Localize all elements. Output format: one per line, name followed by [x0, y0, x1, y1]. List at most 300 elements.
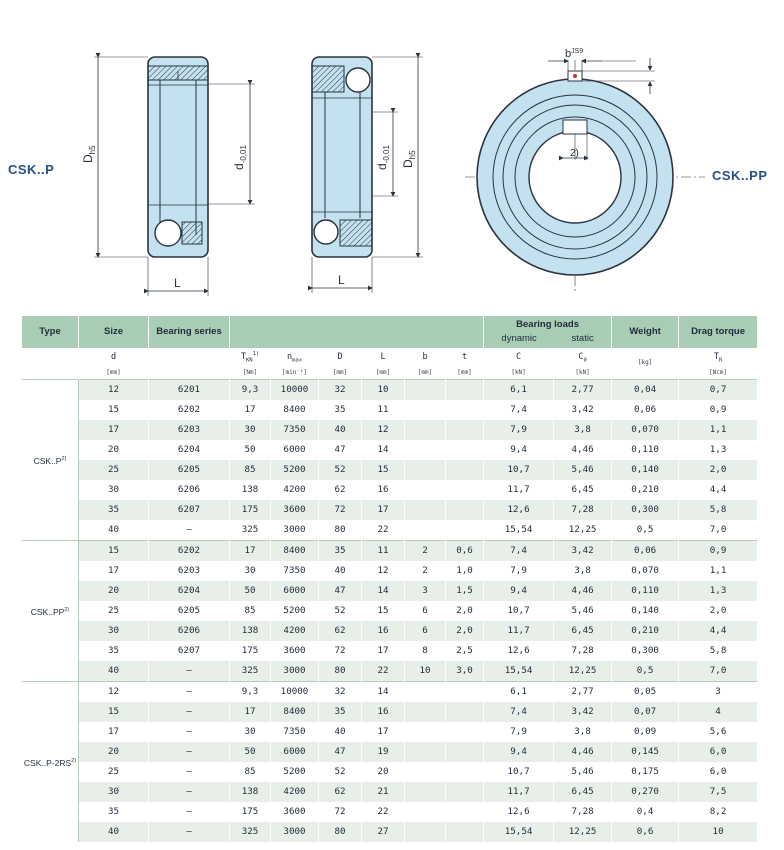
table-cell: 9,3: [230, 681, 271, 702]
table-cell: 10: [405, 661, 446, 682]
table-row: [22, 400, 758, 420]
table-cell: –: [149, 661, 230, 682]
table-cell: 0,110: [612, 581, 679, 601]
table-cell: 6206: [149, 480, 230, 500]
table-cell: 30: [79, 480, 149, 500]
table-cell: –: [149, 702, 230, 722]
table-cell: 6,1: [484, 681, 554, 702]
unit-cell: $T_R$ [Ncm]: [679, 348, 758, 379]
dim-b-label: $b^{JS9}$: [565, 48, 584, 60]
table-cell: 15,54: [484, 520, 554, 541]
table-cell: [446, 440, 484, 460]
table-cell: 2,77: [554, 379, 612, 400]
table-cell: 6201: [149, 379, 230, 400]
table-cell: 52: [319, 601, 362, 621]
table-cell: 10,7: [484, 601, 554, 621]
table-cell: 325: [230, 661, 271, 682]
table-cell: 1,1: [679, 420, 758, 440]
table-cell: 11: [362, 400, 405, 420]
table-cell: –: [149, 782, 230, 802]
table-cell: 40: [79, 661, 149, 682]
header-type: Type: [22, 316, 79, 348]
table-cell: [446, 400, 484, 420]
unit-cell: d [mm]: [79, 348, 149, 379]
table-cell: 12,6: [484, 641, 554, 661]
table-cell: 4,4: [679, 480, 758, 500]
table-cell: 40: [79, 520, 149, 541]
table-cell: 17: [79, 420, 149, 440]
table-cell: 1,0: [446, 561, 484, 581]
table-cell: 47: [319, 581, 362, 601]
table-cell: 10,7: [484, 460, 554, 480]
table-cell: 7,28: [554, 802, 612, 822]
table-cell: 25: [79, 762, 149, 782]
table-cell: 12,25: [554, 822, 612, 842]
unit-cell: $C_0$ [kN]: [554, 348, 612, 379]
table-row: [22, 681, 758, 702]
table-cell: –: [149, 681, 230, 702]
table-cell: [405, 722, 446, 742]
table-cell: 6: [405, 601, 446, 621]
table-cell: 15: [362, 601, 405, 621]
table-cell: 1,5: [446, 581, 484, 601]
unit-cell: C [kN]: [484, 348, 554, 379]
table-row: [22, 702, 758, 722]
table-cell: 0,06: [612, 400, 679, 420]
header-blank: [230, 316, 484, 348]
table-cell: 4200: [271, 782, 319, 802]
table-cell: [446, 762, 484, 782]
table-cell: 4: [679, 702, 758, 722]
dim-d-label: $d_{-0,01}$: [232, 145, 248, 170]
table-cell: 17: [230, 702, 271, 722]
table-cell: 6,0: [679, 762, 758, 782]
table-cell: 3600: [271, 500, 319, 520]
table-cell: 35: [79, 500, 149, 520]
table-cell: [446, 722, 484, 742]
dim-D-label: $D_{h5}$: [81, 145, 97, 163]
table-cell: 12,6: [484, 802, 554, 822]
table-cell: [446, 460, 484, 480]
table-cell: 15: [79, 400, 149, 420]
table-cell: 4200: [271, 480, 319, 500]
table-cell: 11,7: [484, 782, 554, 802]
table-cell: 62: [319, 782, 362, 802]
table-cell: 14: [362, 581, 405, 601]
table-cell: 27: [362, 822, 405, 842]
table-cell: [446, 702, 484, 722]
table-cell: 7350: [271, 561, 319, 581]
table-cell: 52: [319, 460, 362, 480]
table-cell: 0,6: [446, 540, 484, 561]
table-row: [22, 379, 758, 400]
table-cell: 20: [79, 742, 149, 762]
table-cell: [446, 420, 484, 440]
table-cell: 138: [230, 480, 271, 500]
table-cell: 7,0: [679, 520, 758, 541]
table-cell: 6,0: [679, 742, 758, 762]
table-cell: 138: [230, 782, 271, 802]
table-cell: [405, 822, 446, 842]
table-cell: 47: [319, 440, 362, 460]
table-cell: 0,06: [612, 540, 679, 561]
table-cell: 10: [362, 379, 405, 400]
table-cell: 325: [230, 520, 271, 541]
table-cell: 7350: [271, 722, 319, 742]
table-cell: 6,45: [554, 782, 612, 802]
table-cell: 15: [362, 460, 405, 480]
table-cell: 16: [362, 702, 405, 722]
table-cell: 0,300: [612, 641, 679, 661]
table-cell: 16: [362, 480, 405, 500]
table-cell: 30: [230, 420, 271, 440]
table-cell: [405, 681, 446, 702]
table-cell: 72: [319, 802, 362, 822]
table-cell: 12: [362, 561, 405, 581]
table-cell: 62: [319, 621, 362, 641]
table-cell: 7,9: [484, 722, 554, 742]
table-cell: [446, 822, 484, 842]
dim-L-label-pp: L: [338, 273, 345, 287]
table-cell: [405, 742, 446, 762]
table-row: [22, 460, 758, 480]
dim-d-label-pp: $d_{-0,01}$: [375, 145, 391, 170]
table-cell: 6,45: [554, 621, 612, 641]
table-cell: 11,7: [484, 621, 554, 641]
table-cell: [405, 762, 446, 782]
table-cell: 0,7: [679, 379, 758, 400]
table-cell: 6,1: [484, 379, 554, 400]
table-cell: 17: [362, 641, 405, 661]
table-cell: 0,110: [612, 440, 679, 460]
type-cell: CSK..P-2RS$^{2)}$: [22, 681, 79, 842]
table-cell: 2,0: [446, 601, 484, 621]
table-cell: 12: [362, 420, 405, 440]
table-cell: 7,4: [484, 540, 554, 561]
table-cell: 4,46: [554, 742, 612, 762]
table-cell: 6204: [149, 440, 230, 460]
table-cell: [446, 379, 484, 400]
table-cell: 0,300: [612, 500, 679, 520]
table-cell: 6204: [149, 581, 230, 601]
table-row: [22, 581, 758, 601]
table-cell: 15,54: [484, 661, 554, 682]
table-cell: 35: [79, 802, 149, 822]
table-cell: 9,3: [230, 379, 271, 400]
table-cell: 15: [79, 702, 149, 722]
table-cell: 5,8: [679, 641, 758, 661]
table-cell: 8400: [271, 540, 319, 561]
unit-cell: $T_{KN}^{1)}$ [Nm]: [230, 348, 271, 379]
table-cell: 12,25: [554, 661, 612, 682]
table-cell: 6: [405, 621, 446, 641]
table-cell: 175: [230, 500, 271, 520]
table-cell: [446, 520, 484, 541]
table-cell: 0,140: [612, 601, 679, 621]
unit-cell: [149, 348, 230, 379]
table-cell: 4,4: [679, 621, 758, 641]
table-cell: 7,9: [484, 561, 554, 581]
table-cell: 7,28: [554, 500, 612, 520]
table-cell: [405, 440, 446, 460]
table-cell: 85: [230, 460, 271, 480]
table-cell: 10000: [271, 379, 319, 400]
table-cell: 30: [230, 722, 271, 742]
header-bearing-loads: Bearing loads dynamic static: [484, 316, 612, 348]
table-cell: 5,6: [679, 722, 758, 742]
front-view-drawing: [465, 48, 705, 292]
table-cell: 3000: [271, 520, 319, 541]
units-row: [22, 348, 758, 379]
table-cell: 6207: [149, 500, 230, 520]
table-cell: 30: [79, 621, 149, 641]
table-cell: 7,28: [554, 641, 612, 661]
table-row: [22, 641, 758, 661]
table-cell: 35: [319, 540, 362, 561]
table-cell: 7,0: [679, 661, 758, 682]
table-cell: [405, 702, 446, 722]
table-cell: [446, 500, 484, 520]
table-cell: 3,42: [554, 702, 612, 722]
table-cell: 16: [362, 621, 405, 641]
table-row: [22, 601, 758, 621]
table-row: [22, 722, 758, 742]
table-cell: [446, 480, 484, 500]
table-cell: 52: [319, 762, 362, 782]
table-cell: 6203: [149, 420, 230, 440]
table-cell: 6,45: [554, 480, 612, 500]
table-cell: 21: [362, 782, 405, 802]
table-cell: 11,7: [484, 480, 554, 500]
table-cell: 0,6: [612, 822, 679, 842]
table-cell: [405, 500, 446, 520]
units-type-cell: [22, 348, 79, 379]
table-cell: 17: [230, 540, 271, 561]
table-cell: 2,0: [679, 601, 758, 621]
table-cell: 6207: [149, 641, 230, 661]
table-cell: 8400: [271, 702, 319, 722]
table-cell: 17: [79, 561, 149, 581]
table-cell: 12,6: [484, 500, 554, 520]
csk-p-drawing: [81, 57, 255, 296]
table-cell: 8: [405, 641, 446, 661]
table-cell: 5,46: [554, 601, 612, 621]
table-cell: 3: [405, 581, 446, 601]
table-row: [22, 822, 758, 842]
table-cell: 8400: [271, 400, 319, 420]
table-cell: 3600: [271, 641, 319, 661]
csk-pp-drawing: [312, 57, 423, 293]
table-cell: 7,5: [679, 782, 758, 802]
table-cell: 6202: [149, 540, 230, 561]
table-cell: 12: [79, 379, 149, 400]
csk-pp-label: CSK..PP: [712, 168, 768, 183]
table-header-row: [22, 316, 758, 348]
table-cell: 1,3: [679, 581, 758, 601]
table-cell: 0,140: [612, 460, 679, 480]
table-cell: 2,0: [679, 460, 758, 480]
table-cell: 2,77: [554, 681, 612, 702]
table-cell: 14: [362, 440, 405, 460]
table-cell: 40: [79, 822, 149, 842]
table-cell: 80: [319, 661, 362, 682]
table-cell: 5,8: [679, 500, 758, 520]
table-row: [22, 540, 758, 561]
table-row: [22, 420, 758, 440]
table-cell: 6205: [149, 460, 230, 480]
table-cell: 62: [319, 480, 362, 500]
table-cell: 20: [79, 440, 149, 460]
unit-cell: D [mm]: [319, 348, 362, 379]
table-cell: –: [149, 762, 230, 782]
table-cell: 35: [79, 641, 149, 661]
table-cell: 22: [362, 520, 405, 541]
table-cell: 14: [362, 681, 405, 702]
table-cell: 1,3: [679, 440, 758, 460]
table-cell: 7,4: [484, 702, 554, 722]
table-cell: [405, 480, 446, 500]
table-cell: 3,8: [554, 561, 612, 581]
table-cell: 7,9: [484, 420, 554, 440]
table-row: [22, 500, 758, 520]
header-size: Size: [79, 316, 149, 348]
table-cell: 3,8: [554, 722, 612, 742]
table-cell: 12: [79, 681, 149, 702]
table-cell: 30: [79, 782, 149, 802]
table-cell: 3000: [271, 661, 319, 682]
table-cell: –: [149, 822, 230, 842]
table-cell: 6000: [271, 440, 319, 460]
table-cell: 2: [405, 540, 446, 561]
table-cell: 0,9: [679, 400, 758, 420]
table-cell: 0,4: [612, 802, 679, 822]
table-row: [22, 762, 758, 782]
table-cell: 175: [230, 802, 271, 822]
unit-cell: $n_{max}$ [min⁻¹]: [271, 348, 319, 379]
table-cell: 6202: [149, 400, 230, 420]
table-cell: 0,070: [612, 420, 679, 440]
table-cell: 2: [405, 561, 446, 581]
header-static: static: [571, 333, 594, 344]
table-cell: 10,7: [484, 762, 554, 782]
table-cell: 3,0: [446, 661, 484, 682]
table-cell: 0,5: [612, 520, 679, 541]
table-cell: 85: [230, 762, 271, 782]
table-cell: 6203: [149, 561, 230, 581]
table-cell: 3600: [271, 802, 319, 822]
table-cell: 9,4: [484, 440, 554, 460]
table-row: [22, 561, 758, 581]
table-cell: –: [149, 722, 230, 742]
table-cell: 1,1: [679, 561, 758, 581]
table-cell: 80: [319, 822, 362, 842]
table-cell: 50: [230, 742, 271, 762]
unit-cell: L [mm]: [362, 348, 405, 379]
table-cell: [446, 782, 484, 802]
table-cell: [405, 802, 446, 822]
header-dynamic: dynamic: [501, 333, 537, 344]
table-cell: 40: [319, 722, 362, 742]
table-cell: 40: [319, 561, 362, 581]
technical-drawings: [0, 0, 784, 312]
table-cell: 47: [319, 742, 362, 762]
table-cell: [405, 379, 446, 400]
table-cell: [446, 681, 484, 702]
table-cell: 17: [362, 500, 405, 520]
table-cell: –: [149, 802, 230, 822]
table-cell: 25: [79, 460, 149, 480]
type-cell: CSK..PP$^{2)}$: [22, 540, 79, 681]
table-cell: 22: [362, 661, 405, 682]
table-cell: 5,46: [554, 460, 612, 480]
table-cell: 3,42: [554, 540, 612, 561]
table-cell: 72: [319, 500, 362, 520]
table-cell: [405, 520, 446, 541]
table-cell: 6206: [149, 621, 230, 641]
table-cell: 5200: [271, 601, 319, 621]
table-cell: 50: [230, 581, 271, 601]
table-cell: 0,175: [612, 762, 679, 782]
unit-cell: [kg]: [612, 348, 679, 379]
table-cell: 0,5: [612, 661, 679, 682]
table-cell: 3: [679, 681, 758, 702]
table-cell: 10: [679, 822, 758, 842]
table-cell: 4200: [271, 621, 319, 641]
table-cell: 0,145: [612, 742, 679, 762]
table-cell: [405, 460, 446, 480]
table-cell: 138: [230, 621, 271, 641]
header-weight: Weight: [612, 316, 679, 348]
table-cell: 5,46: [554, 762, 612, 782]
table-cell: 0,210: [612, 480, 679, 500]
table-row: [22, 480, 758, 500]
table-cell: 7,4: [484, 400, 554, 420]
table-cell: 2,5: [446, 641, 484, 661]
table-cell: 2,0: [446, 621, 484, 641]
csk-p-label: CSK..P: [8, 162, 55, 177]
table-cell: 32: [319, 681, 362, 702]
table-cell: 7350: [271, 420, 319, 440]
table-cell: 19: [362, 742, 405, 762]
table-cell: [446, 802, 484, 822]
table-cell: [405, 400, 446, 420]
table-cell: 15,54: [484, 822, 554, 842]
spec-table: [21, 316, 758, 842]
table-cell: 35: [319, 702, 362, 722]
table-cell: 4,46: [554, 440, 612, 460]
table-cell: 20: [362, 762, 405, 782]
header-drag-torque: Drag torque: [679, 316, 758, 348]
table-cell: 3,42: [554, 400, 612, 420]
table-cell: 6000: [271, 742, 319, 762]
table-row: [22, 802, 758, 822]
table-cell: 11: [362, 540, 405, 561]
table-cell: 3,8: [554, 420, 612, 440]
unit-cell: t [mm]: [446, 348, 484, 379]
table-cell: [446, 742, 484, 762]
table-row: [22, 621, 758, 641]
table-cell: 0,05: [612, 681, 679, 702]
table-cell: 8,2: [679, 802, 758, 822]
table-cell: 0,070: [612, 561, 679, 581]
table-cell: 4,46: [554, 581, 612, 601]
table-row: [22, 440, 758, 460]
table-cell: 5200: [271, 460, 319, 480]
table-cell: 72: [319, 641, 362, 661]
table-cell: 6205: [149, 601, 230, 621]
table-cell: 20: [79, 581, 149, 601]
table-cell: 3000: [271, 822, 319, 842]
